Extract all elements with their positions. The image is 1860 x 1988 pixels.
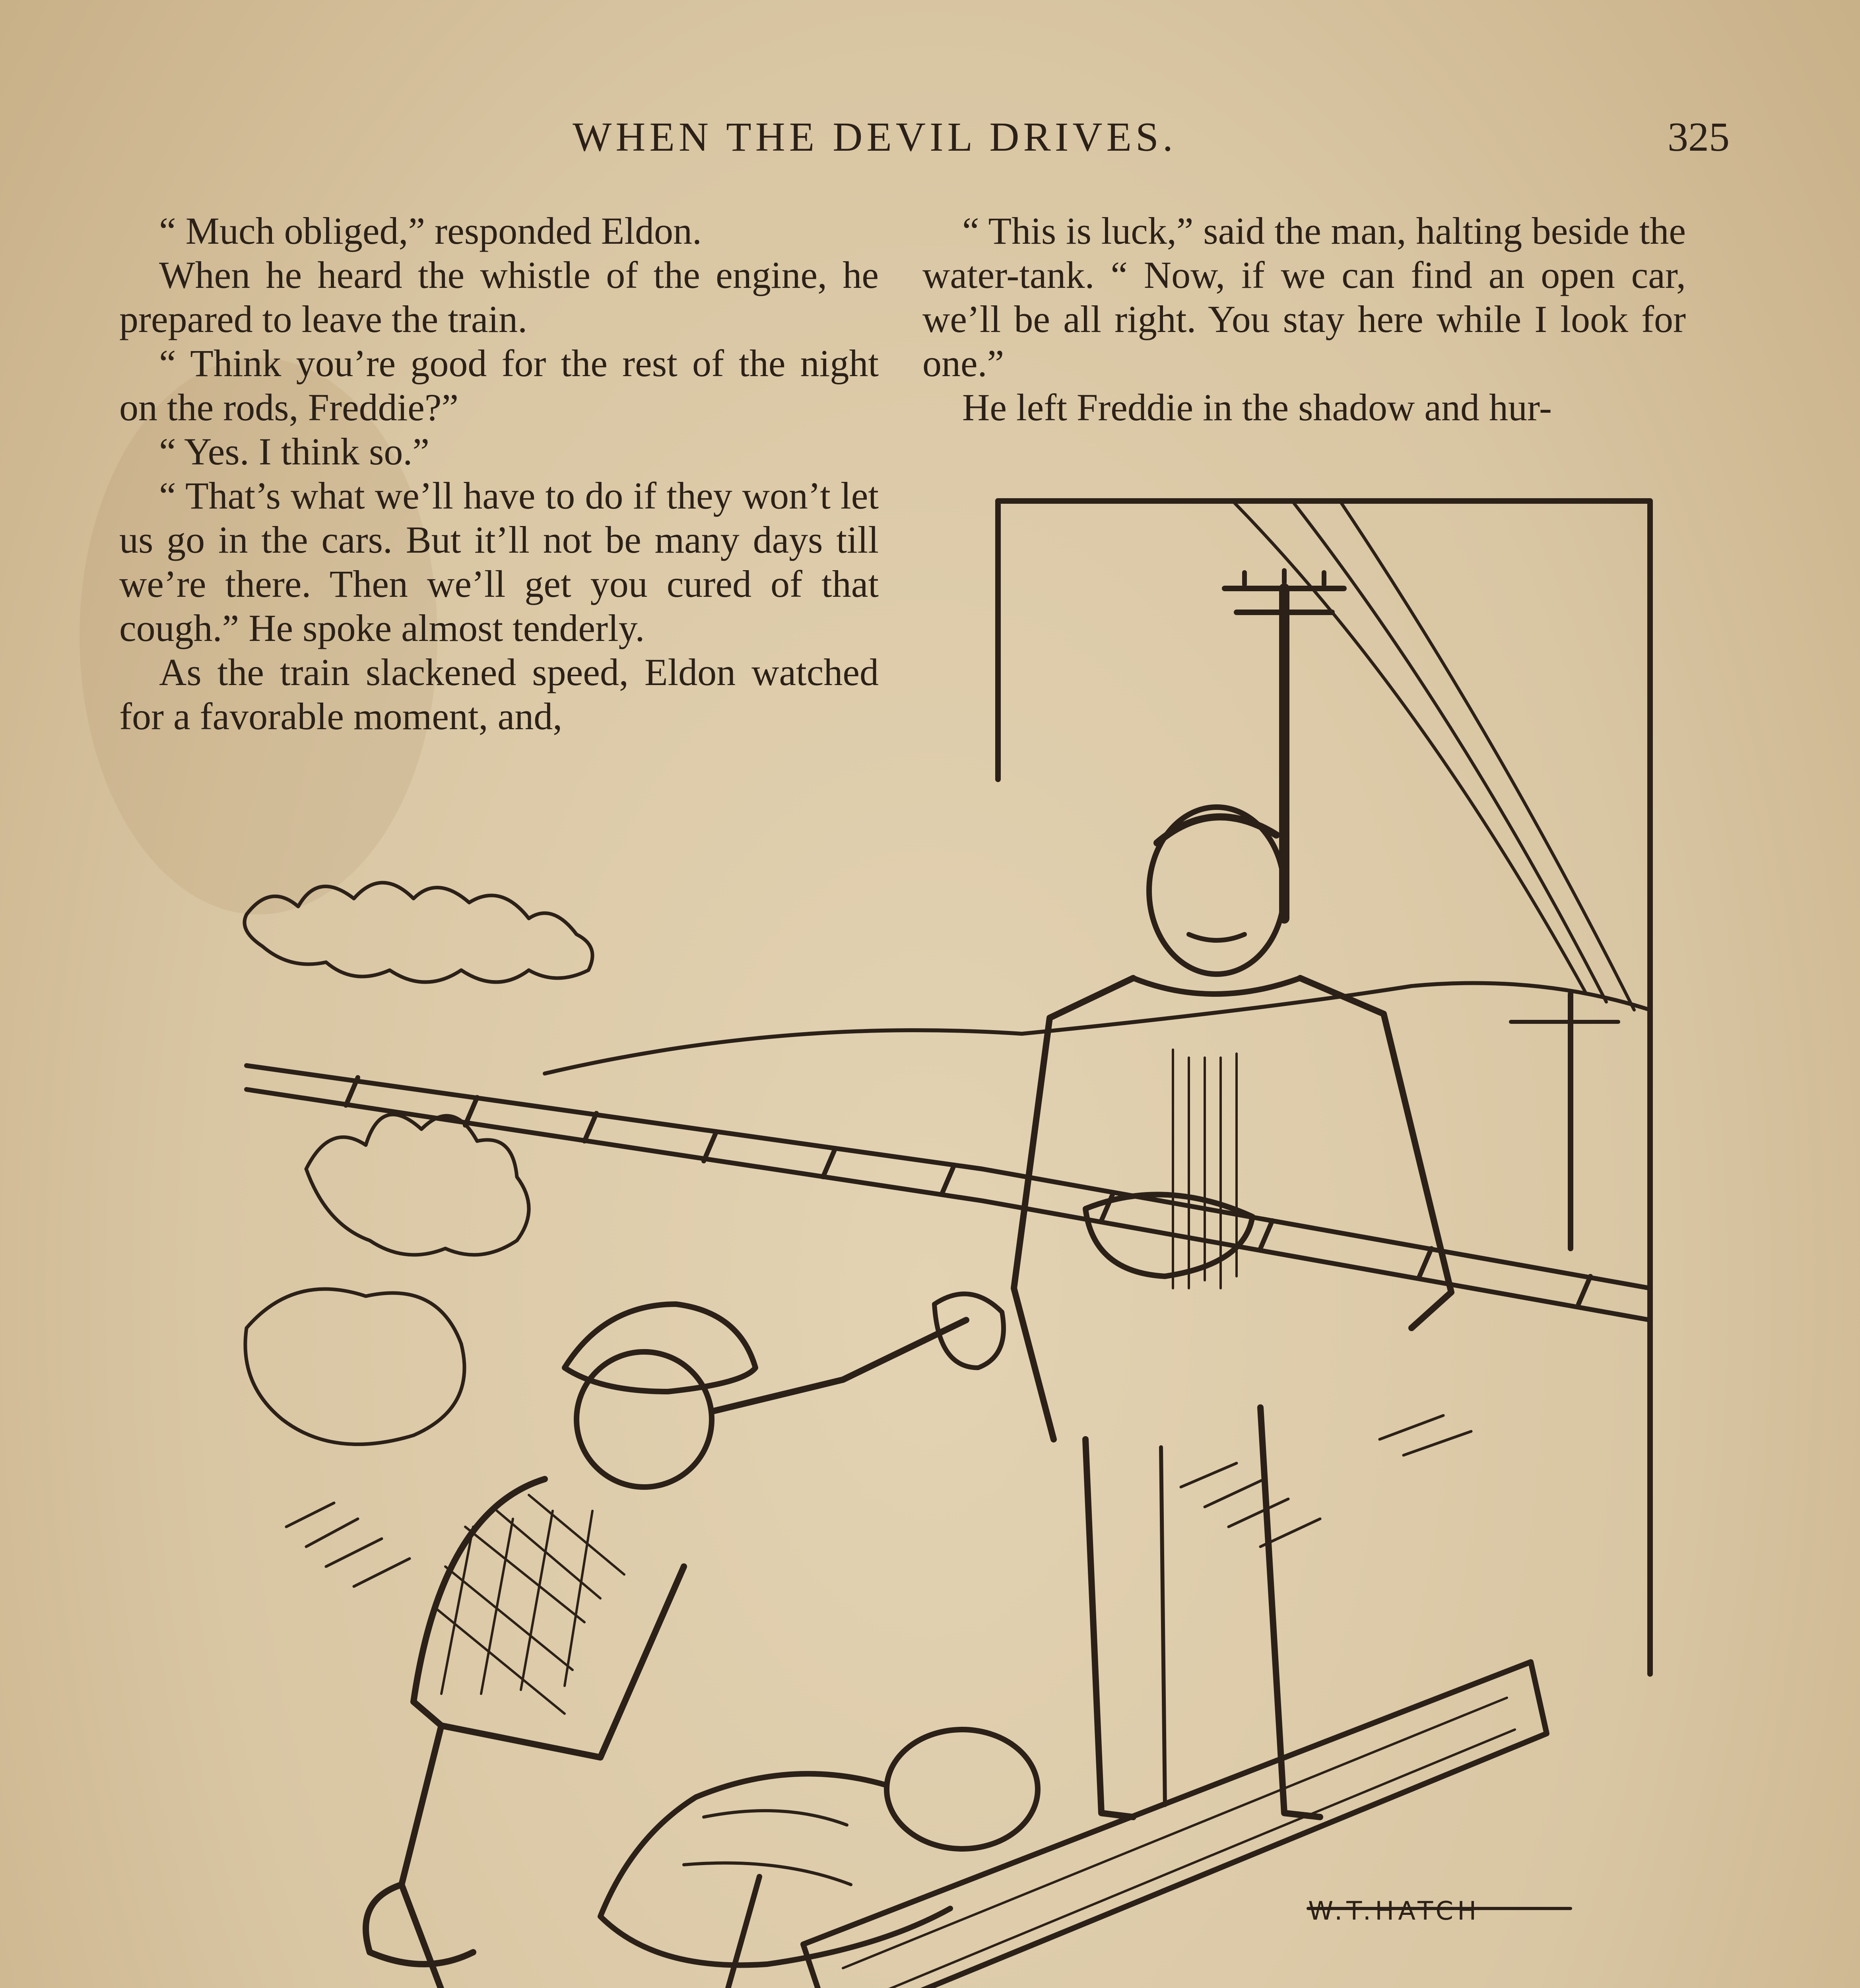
paragraph: “ Much obliged,” responded Eldon. <box>159 210 702 252</box>
text-column-right-top <box>922 209 1686 429</box>
paragraph: “ Yes. I think so.” <box>159 430 430 473</box>
paragraph: “ Think you’re good for the rest of the night on the rods, Freddie?” <box>119 342 879 429</box>
paragraph: As the train slackened speed, Eldon watched for a favorable moment, and, <box>119 651 879 738</box>
pen-and-ink-illustration <box>187 493 1690 1988</box>
paragraph: He left Freddie in the shadow and hur- <box>962 386 1552 429</box>
paragraph: “ This is luck,” said the man, halting beside the water-tank. “ Now, if we can find an open car, we’ll be all right. You stay here while I look for one.” <box>922 210 1686 384</box>
paragraph: “ That’s what we’ll have to do if they won’t let us go in the cars. But it’ll not be many days till we’re there. Then we’ll get you cured of that cough.” He spoke almost tenderly. <box>119 474 879 649</box>
paragraph: When he heard the whistle of the engine, he prepared to leave the train. <box>119 254 879 340</box>
running-head: WHEN THE DEVIL DRIVES. <box>573 114 1177 160</box>
artist-signature: W.T.HATCH <box>1308 1897 1481 1926</box>
page-number: 325 <box>1668 114 1730 160</box>
